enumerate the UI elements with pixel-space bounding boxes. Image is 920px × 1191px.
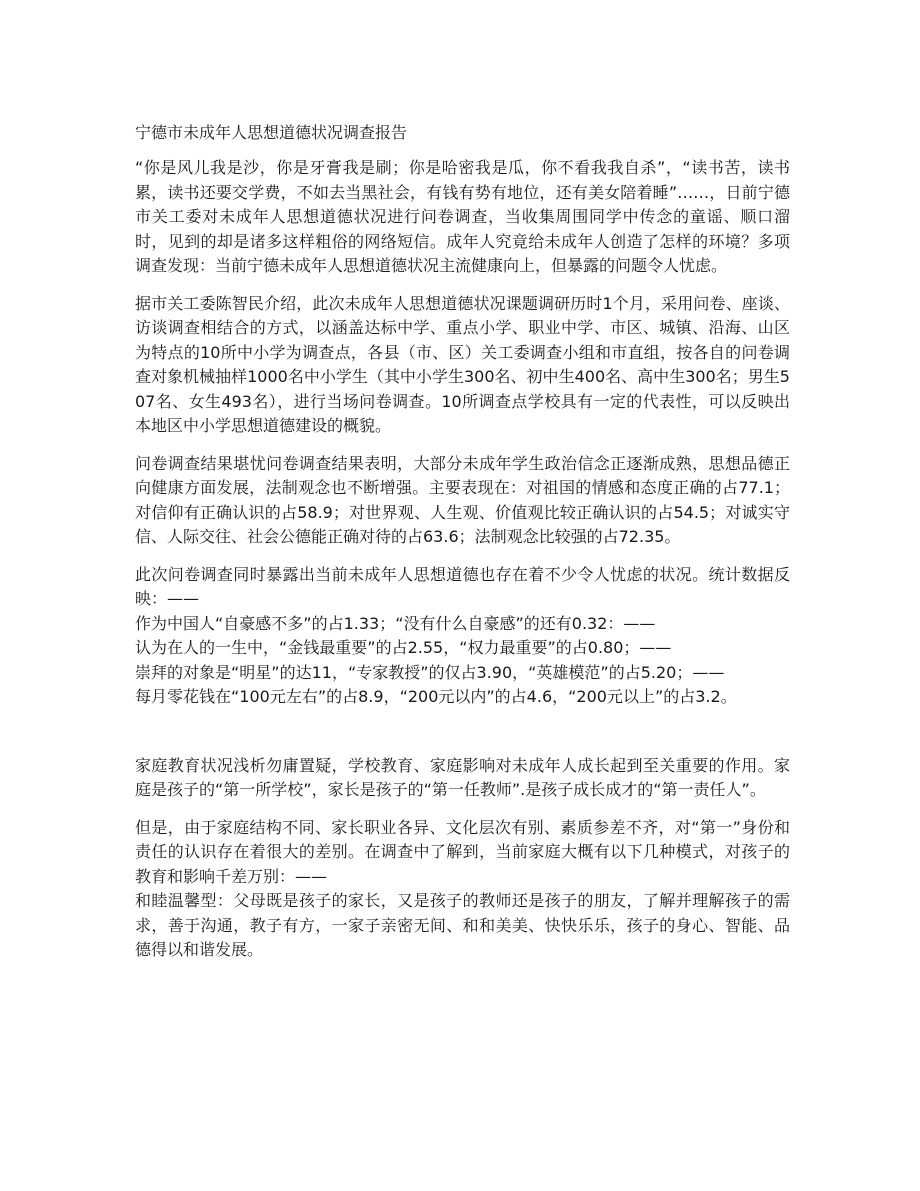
paragraph-method: 据市关工委陈智民介绍，此次未成年人思想道德状况课题调研历时1个月，采用问卷、座谈、访谈调查相结合的方式，以涵盖达标中学、重点小学、职业中学、市区、城镇、沿海、山区为特点的10所中小学为调查点，各县（市、区）关工委调查小组和市直组，按各自的问卷调查对象机械抽样1000名中小学生（其中小学生300名、初中生400名、高中生300名；男生507名、女生493名），进行当场问卷调查。10所调查点学校具有一定的代表性，可以反映出本地区中小学思想道德建设的概貌。 bbox=[135, 293, 790, 435]
document-body bbox=[135, 122, 790, 976]
stats-line-allowance: 每月零花钱在“100元左右”的占8.9，“200元以内”的占4.6，“200元以上”的占3.2。 bbox=[135, 687, 737, 706]
stats-line-pride: 作为中国人“自豪感不多”的占1.33；“没有什么自豪感”的还有0.32：—— bbox=[135, 613, 656, 633]
stats-line-money: 认为在人的一生中，“金钱最重要”的占2.55，“权力最重要”的占0.80；—— bbox=[135, 638, 672, 657]
stats-list bbox=[135, 612, 790, 710]
paragraph-intro: “你是风儿我是沙，你是牙膏我是刷；你是哈密我是瓜，你不看我我自杀”，“读书苦，读书累，读书还要交学费，不如去当黑社会，有钱有势有地位，还有美女陪着睡”……，日前宁德市关工委对未成年人思想道德状况进行问卷调查，当收集周围同学中传念的童谣、顺口溜时，见到的却是诸多这样粗俗的网络短信。成年人究竟给未成年人创造了怎样的环境？多项调查发现：当前宁德未成年人思想道德状况主流健康向上，但暴露的问题令人忧虑。 bbox=[135, 158, 790, 275]
paragraph-family-intro: 家庭教育状况浅析勿庸置疑，学校教育、家庭影响对未成年人成长起到至关重要的作用。家庭是孩子的“第一所学校”，家长是孩子的“第一任教师”.是孩子成长成才的“第一责任人”。 bbox=[135, 755, 790, 799]
paragraph-family-modes: 但是，由于家庭结构不同、家长职业各异、文化层次有别、素质参差不齐，对“第一”身份和责任的认识存在着很大的差别。在调查中了解到，当前家庭大概有以下几种模式，对孩子的教育和影响千差万别：—— bbox=[135, 817, 790, 886]
paragraph-family-harmonious: 和睦温馨型：父母既是孩子的家长，又是孩子的教师还是孩子的朋友，了解并理解孩子的需求，善于沟通，教子有方，一家子亲密无间、和和美美、快快乐乐，孩子的身心、智能、品德得以和谐发展。 bbox=[135, 891, 790, 959]
paragraph-concerns: 此次问卷调查同时暴露出当前未成年人思想道德也存在着不少令人忧虑的状况。统计数据反映：—— bbox=[135, 564, 790, 608]
paragraph-results: 问卷调查结果堪忧问卷调查结果表明，大部分未成年学生政治信念正逐渐成熟，思想品德正向健康方面发展，法制观念也不断增强。主要表现在：对祖国的情感和态度正确的占77.1；对信仰有正确认识的占58.9；对世界观、人生观、价值观比较正确认识的占54.5；对诚实守信、人际交往、社会公德能正确对待的占63.6；法制观念比较强的占72.35。 bbox=[135, 453, 790, 546]
section-gap bbox=[135, 710, 790, 754]
stats-line-idols: 崇拜的对象是“明星”的达11，“专家教授”的仅占3.90，“英雄模范”的占5.20；—— bbox=[135, 662, 725, 682]
document-title: 宁德市未成年人思想道德状况调查报告 bbox=[135, 123, 408, 142]
